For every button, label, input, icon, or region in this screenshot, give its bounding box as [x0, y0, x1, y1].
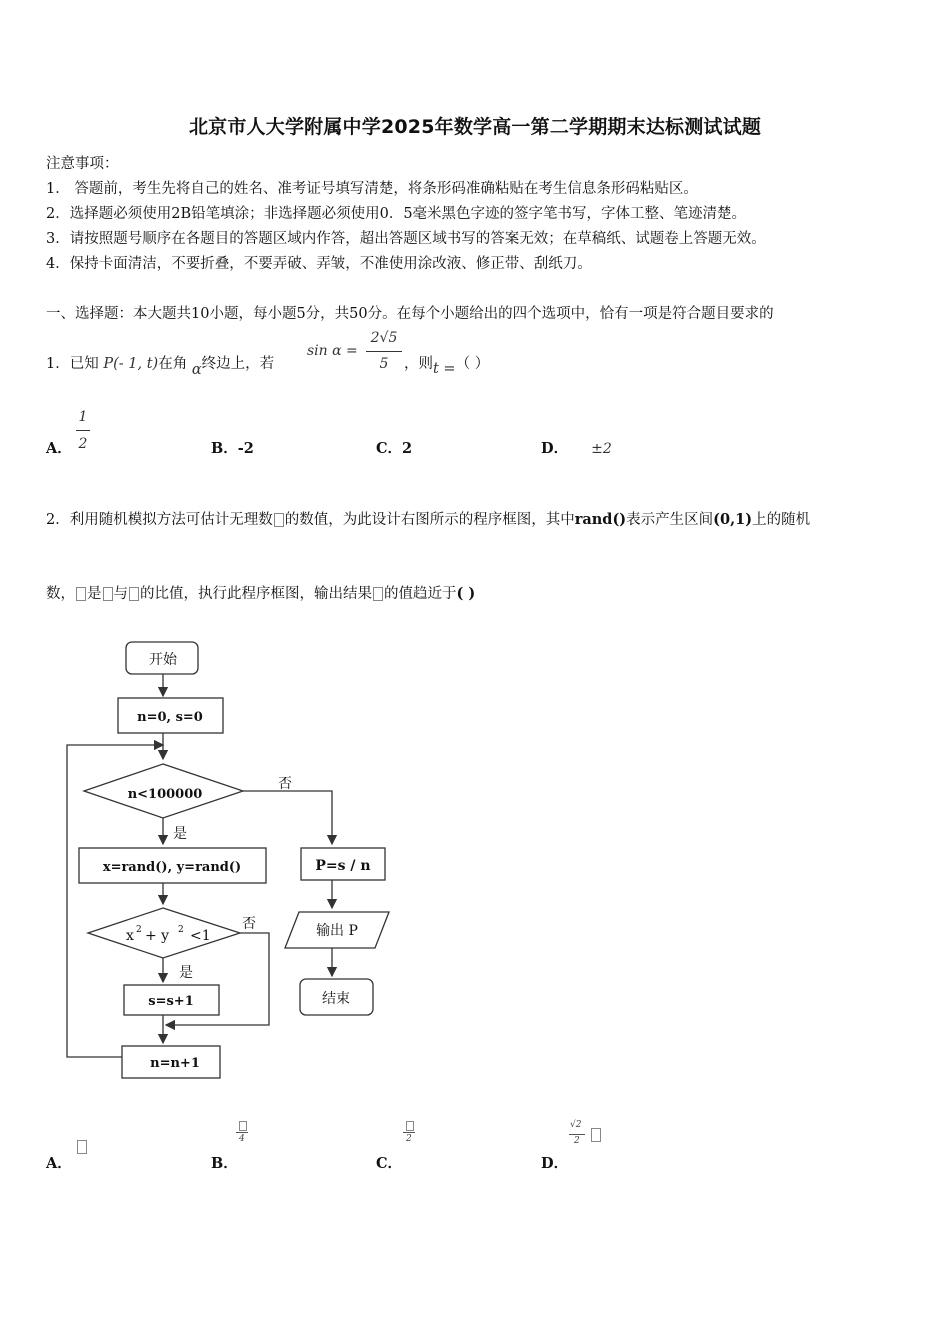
q2-option-d-label[interactable]: D． [541, 1155, 569, 1172]
notice-heading: 注意事项： [46, 156, 119, 172]
missing-glyph-icon [373, 587, 383, 601]
q1-option-d[interactable]: D． ±2 [541, 440, 612, 457]
point-expression: P(- 1, t) [103, 356, 159, 372]
question-number: 2． [46, 512, 70, 528]
rand-label: x=rand(), y=rand() [102, 860, 242, 875]
q2-option-d-den: 2 [574, 1136, 580, 1146]
cond2-lt: <1 [190, 928, 211, 944]
init-label: n=0, s=0 [137, 710, 203, 725]
missing-glyph-icon [103, 587, 113, 601]
fraction-numerator: 2√5 [370, 330, 398, 346]
no-label-2: 否 [242, 916, 256, 932]
no-label-1: 否 [278, 776, 292, 792]
q2-option-c-bar [403, 1132, 415, 1133]
end-label: 结束 [322, 991, 350, 1007]
cond2-plus-y: + y [145, 928, 170, 944]
question-2-line-1: 2．利用随机模拟方法可估计无理数 的数值，为此设计右图所示的程序框图，其中rand()表示产生区间(0,1)上的随机 [46, 511, 811, 528]
question-2-line-2: 数， 是 与 的比值，执行此程序框图，输出结果 的值趋近于( ) [46, 585, 476, 602]
cond2-x: x [126, 928, 134, 944]
q1-option-a-label[interactable]: A． [46, 440, 72, 457]
q2-option-c-den: 2 [406, 1134, 412, 1144]
inc-s-label: s=s+1 [148, 994, 194, 1009]
notice-item-1: 1． 答题前，考生先将自己的姓名、准考证号填写清楚，将条形码准确粘贴在考生信息条形码粘贴区。 [46, 181, 698, 197]
q2-option-c-label[interactable]: C． [376, 1155, 403, 1172]
sin-expression: sin α = [307, 343, 358, 359]
fraction-denominator: 5 [379, 356, 389, 372]
missing-glyph-icon [129, 587, 139, 601]
missing-glyph-icon [76, 587, 86, 601]
q2-option-d-num: √2 [570, 1120, 582, 1130]
missing-glyph-icon [77, 1140, 87, 1154]
flowchart [60, 636, 400, 1086]
yes-label-1: 是 [173, 826, 187, 842]
inc-n-label: n=n+1 [150, 1056, 200, 1071]
cond2-exp-y: 2 [178, 925, 184, 935]
q1-option-a-den: 2 [78, 436, 88, 452]
alpha-symbol: α [191, 362, 202, 378]
notice-item-2: 2．选择题必须使用2B铅笔填涂；非选择题必须使用0．5毫米黑色字迹的签字笔书写，字体工整、笔迹清楚。 [46, 206, 747, 222]
notice-item-3: 3．请按照题号顺序在各题目的答题区域内作答，超出答题区域书写的答案无效；在草稿纸、试题卷上答题无效。 [46, 231, 766, 247]
calc-p-label: P=s / n [315, 858, 371, 874]
question-number: 1． [46, 356, 70, 372]
fraction-bar [366, 351, 402, 352]
missing-glyph-icon [274, 513, 284, 527]
missing-glyph-icon [239, 1121, 247, 1131]
q2-option-d-bar [569, 1134, 585, 1135]
q2-option-a-label[interactable]: A． [46, 1155, 72, 1172]
question-1: 1．已知 P(- 1, t)在角 α终边上，若 [46, 356, 275, 378]
q1-tail: ，则t =（ ） [404, 356, 490, 377]
page-title: 北京市人大学附属中学2025年数学高一第二学期期末达标测试试题 [188, 116, 762, 138]
output-label: 输出 P [316, 923, 358, 939]
notice-item-4: 4．保持卡面清洁，不要折叠，不要弄破、弄皱，不准使用涂改液、修正带、刮纸刀。 [46, 256, 592, 272]
q2-option-b-den: 4 [239, 1134, 245, 1144]
q1-option-a-num: 1 [78, 409, 88, 425]
section-heading: 一、选择题：本大题共10小题，每小题5分，共50分。在每个小题给出的四个选项中，恰有一项是符合题目要求的 [46, 306, 774, 322]
yes-label-2: 是 [179, 965, 193, 981]
q2-option-b-bar [236, 1132, 248, 1133]
cond2-exp-x: 2 [136, 925, 142, 935]
missing-glyph-icon [591, 1128, 601, 1142]
q1-option-c[interactable]: C．2 [376, 440, 413, 457]
missing-glyph-icon [406, 1121, 414, 1131]
start-label: 开始 [149, 652, 177, 668]
condition-1-label: n<100000 [127, 787, 203, 802]
q2-option-b-label[interactable]: B． [211, 1155, 238, 1172]
q1-option-a-bar [76, 430, 90, 431]
q1-option-b[interactable]: B．-2 [211, 440, 254, 457]
